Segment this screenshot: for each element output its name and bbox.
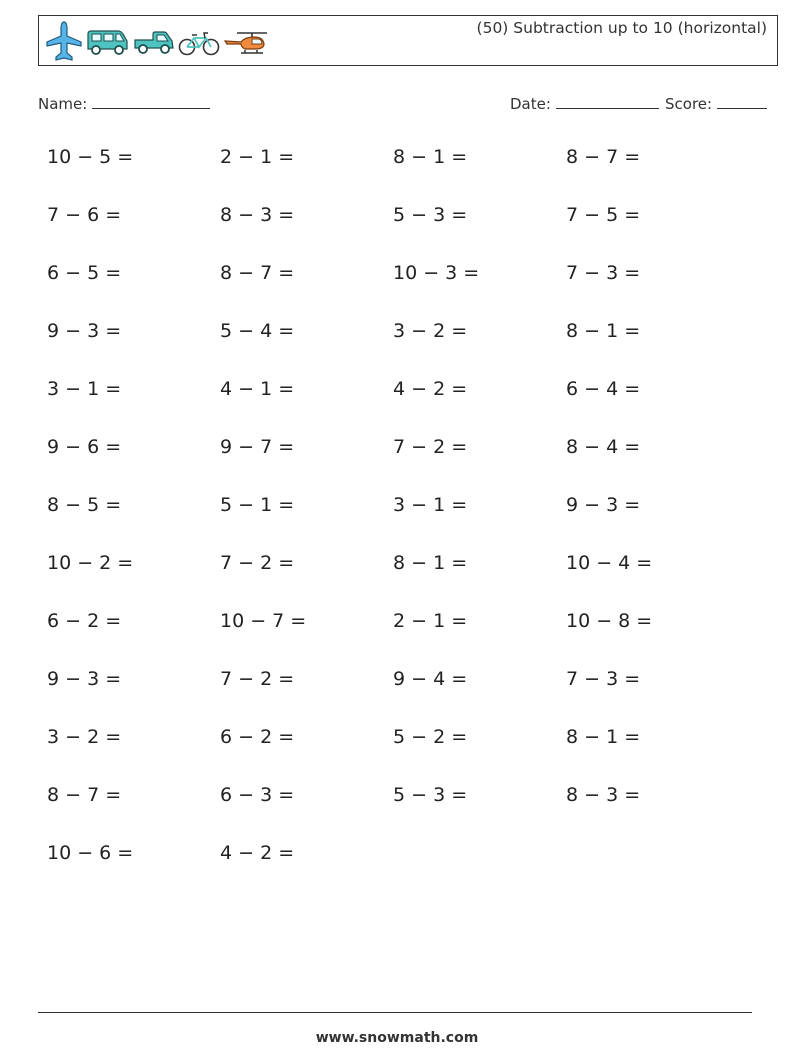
problem: 8 − 7 = [47, 784, 122, 806]
problem-row [47, 552, 747, 610]
problem: 8 − 1 = [566, 726, 641, 748]
problem: 8 − 1 = [566, 320, 641, 342]
problem-row [47, 204, 747, 262]
problem-row [47, 610, 747, 668]
problem: 9 − 4 = [393, 668, 468, 690]
problem: 10 − 2 = [47, 552, 134, 574]
problem: 10 − 6 = [47, 842, 134, 864]
problem-grid [47, 146, 747, 900]
problem: 7 − 2 = [220, 668, 295, 690]
problem: 4 − 2 = [393, 378, 468, 400]
problem: 8 − 1 = [393, 146, 468, 168]
name-field [38, 93, 210, 113]
problem: 6 − 4 = [566, 378, 641, 400]
problem: 6 − 2 = [220, 726, 295, 748]
problem: 8 − 4 = [566, 436, 641, 458]
footer-url[interactable]: www.snowmath.com [315, 1030, 479, 1046]
problem: 9 − 6 = [47, 436, 122, 458]
problem: 10 − 8 = [566, 610, 653, 632]
helicopter-icon [223, 30, 269, 56]
problem: 6 − 5 = [47, 262, 122, 284]
name-label: Name: [38, 95, 88, 113]
airplane-icon [45, 20, 83, 62]
problem-row [47, 784, 747, 842]
header-box [38, 15, 778, 66]
problem: 6 − 3 = [220, 784, 295, 806]
problem: 2 − 1 = [393, 610, 468, 632]
problem-row [47, 726, 747, 784]
problem: 7 − 2 = [393, 436, 468, 458]
date-label: Date: [510, 95, 551, 113]
bicycle-icon [177, 30, 221, 56]
problem: 7 − 2 = [220, 552, 295, 574]
problem: 10 − 5 = [47, 146, 134, 168]
problem: 8 − 1 = [393, 552, 468, 574]
score-blank-line[interactable] [717, 93, 767, 109]
problem: 5 − 3 = [393, 784, 468, 806]
problem-row [47, 842, 747, 900]
problem-row [47, 262, 747, 320]
date-field [510, 93, 659, 113]
date-blank-line[interactable] [556, 93, 659, 109]
problem: 7 − 3 = [566, 668, 641, 690]
problem-row [47, 668, 747, 726]
worksheet-title: (50) Subtraction up to 10 (horizontal) [476, 19, 767, 37]
problem: 9 − 3 = [47, 668, 122, 690]
problem: 8 − 7 = [220, 262, 295, 284]
problem: 3 − 2 = [393, 320, 468, 342]
problem: 5 − 1 = [220, 494, 295, 516]
problem: 5 − 3 = [393, 204, 468, 226]
problem: 8 − 3 = [566, 784, 641, 806]
problem: 4 − 1 = [220, 378, 295, 400]
problem: 8 − 5 = [47, 494, 122, 516]
problem: 8 − 7 = [566, 146, 641, 168]
problem-row [47, 494, 747, 552]
problem: 9 − 7 = [220, 436, 295, 458]
score-label: Score: [665, 95, 713, 113]
problem-row [47, 320, 747, 378]
problem-row [47, 146, 747, 204]
problem: 2 − 1 = [220, 146, 295, 168]
problem: 5 − 2 = [393, 726, 468, 748]
problem: 7 − 3 = [566, 262, 641, 284]
van-icon [85, 28, 129, 56]
footer-divider [38, 1012, 752, 1013]
problem-row [47, 436, 747, 494]
problem: 9 − 3 = [566, 494, 641, 516]
problem: 3 − 1 = [393, 494, 468, 516]
problem-row [47, 378, 747, 436]
score-field [665, 93, 767, 113]
problem: 3 − 1 = [47, 378, 122, 400]
problem: 10 − 4 = [566, 552, 653, 574]
pickup-truck-icon [133, 30, 175, 56]
problem: 5 − 4 = [220, 320, 295, 342]
name-blank-line[interactable] [92, 93, 210, 109]
problem: 8 − 3 = [220, 204, 295, 226]
problem: 3 − 2 = [47, 726, 122, 748]
problem: 7 − 5 = [566, 204, 641, 226]
problem: 9 − 3 = [47, 320, 122, 342]
problem: 6 − 2 = [47, 610, 122, 632]
problem: 7 − 6 = [47, 204, 122, 226]
problem: 10 − 3 = [393, 262, 480, 284]
problem: 10 − 7 = [220, 610, 307, 632]
problem: 4 − 2 = [220, 842, 295, 864]
